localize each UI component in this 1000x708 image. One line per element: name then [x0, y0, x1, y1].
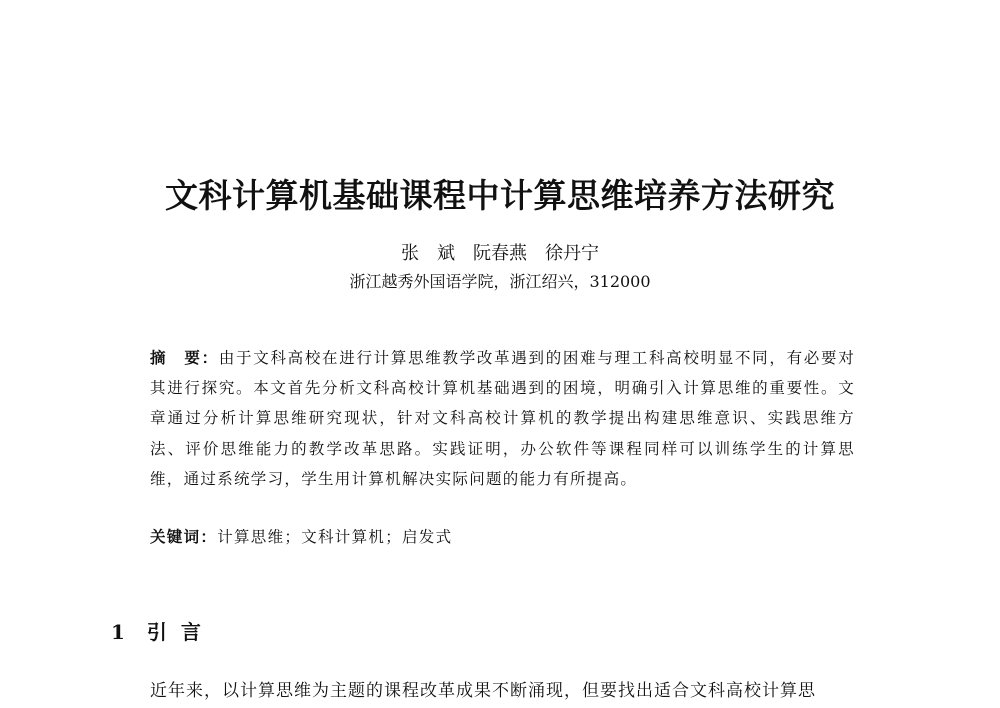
abstract-label: 摘 要： — [150, 349, 219, 367]
section-title: 引言 — [146, 620, 215, 644]
abstract-block — [150, 343, 855, 494]
abstract-text: 由于文科高校在进行计算思维教学改革遇到的困难与理工科高校明显不同，有必要对其进行探究。本文首先分析文科高校计算机基础遇到的困境，明确引入计算思维的重要性。文章通过分析计算思维研究现状，针对文科高校计算机的教学提出构建思维意识、实践思维方法、评价思维能力的教学改革思路。实践证明，办公软件等课程同样可以训练学生的计算思维，通过系统学习，学生用计算机解决实际问题的能力有所提高。 — [150, 349, 855, 488]
section-heading — [111, 616, 215, 645]
paper-authors: 张 斌 阮春燕 徐丹宁 — [401, 243, 599, 264]
keywords-label: 关键词： — [150, 528, 218, 546]
paper-affiliation: 浙江越秀外国语学院，浙江绍兴，312000 — [349, 272, 651, 291]
body-paragraph-start: 近年来，以计算思维为主题的课程改革成果不断涌现，但要找出适合文科高校计算思 — [150, 681, 816, 701]
section-number: 1 — [111, 620, 125, 644]
paper-title: 文科计算机基础课程中计算思维培养方法研究 — [165, 176, 835, 215]
keywords-block — [150, 525, 855, 547]
keywords-text: 计算思维；文科计算机；启发式 — [217, 528, 453, 546]
